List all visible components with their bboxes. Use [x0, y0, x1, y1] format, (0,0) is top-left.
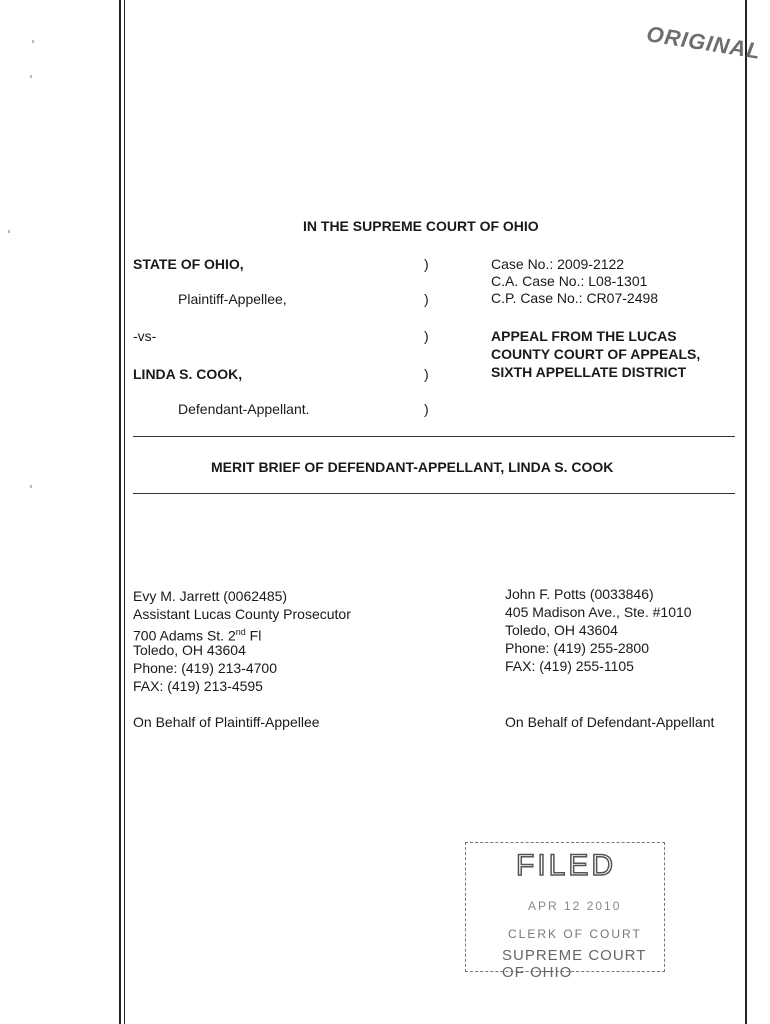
- filed-stamp: [465, 842, 665, 981]
- defense-behalf: On Behalf of Defendant-Appellant: [505, 714, 715, 730]
- caption-paren: ): [424, 256, 429, 272]
- prosecutor-fax: FAX: (419) 213-4595: [133, 678, 263, 694]
- prosecutor-city: Toledo, OH 43604: [133, 642, 246, 658]
- scan-speck: [30, 75, 32, 78]
- cp-case-number: C.P. Case No.: CR07-2498: [491, 290, 659, 306]
- appeal-line-1: APPEAL FROM THE LUCAS: [491, 328, 677, 344]
- defense-fax: FAX: (419) 255-1105: [505, 658, 634, 674]
- brief-title: MERIT BRIEF OF DEFENDANT-APPELLANT, LINDA S. COOK: [211, 459, 614, 475]
- defense-name: John F. Potts (0033846): [505, 586, 654, 602]
- prosecutor-address-sup: nd: [235, 627, 246, 637]
- rule-top: [133, 436, 735, 437]
- ca-case-number: C.A. Case No.: L08-1301: [491, 273, 648, 289]
- case-number: Case No.: 2009-2122: [491, 256, 625, 272]
- plaintiff-name: STATE OF OHIO,: [133, 256, 244, 272]
- original-stamp: ORIGINAL: [644, 21, 763, 64]
- rule-bottom: [133, 493, 735, 494]
- caption-paren: ): [424, 401, 429, 417]
- defendant-name: LINDA S. COOK,: [133, 366, 243, 382]
- prosecutor-name: Evy M. Jarrett (0062485): [133, 588, 288, 604]
- appeal-line-2: COUNTY COURT OF APPEALS,: [491, 346, 701, 362]
- court-title: IN THE SUPREME COURT OF OHIO: [303, 218, 539, 234]
- appeal-line-3: SIXTH APPELLATE DISTRICT: [491, 364, 687, 380]
- right-margin-line: [745, 0, 747, 1024]
- defense-address: 405 Madison Ave., Ste. #1010: [505, 604, 692, 620]
- filed-stamp-date: APR 12 2010: [528, 899, 622, 913]
- defendant-role: Defendant-Appellant.: [178, 401, 310, 417]
- scan-speck: [8, 230, 10, 233]
- versus-text: -vs-: [133, 328, 157, 344]
- caption-paren: ): [424, 328, 429, 344]
- defense-phone: Phone: (419) 255-2800: [505, 640, 649, 656]
- prosecutor-title: Assistant Lucas County Prosecutor: [133, 606, 351, 622]
- caption-paren: ): [424, 366, 429, 382]
- prosecutor-phone: Phone: (419) 213-4700: [133, 660, 277, 676]
- defense-city: Toledo, OH 43604: [505, 622, 618, 638]
- filed-stamp-clerk: CLERK OF COURT: [508, 927, 642, 941]
- scan-speck: [32, 40, 34, 43]
- caption-paren: ): [424, 291, 429, 307]
- prosecutor-behalf: On Behalf of Plaintiff-Appellee: [133, 714, 320, 730]
- prosecutor-address-street: 700 Adams St. 2: [133, 627, 236, 644]
- left-margin-line-inner: [124, 0, 125, 1024]
- scan-speck: [30, 485, 32, 488]
- filed-stamp-word: FILED: [516, 849, 617, 882]
- prosecutor-address-floor: Fl: [245, 627, 262, 644]
- filed-stamp-court: SUPREME COURT OF OHIO: [502, 947, 647, 981]
- left-margin-line: [119, 0, 121, 1024]
- plaintiff-role: Plaintiff-Appellee,: [178, 291, 287, 307]
